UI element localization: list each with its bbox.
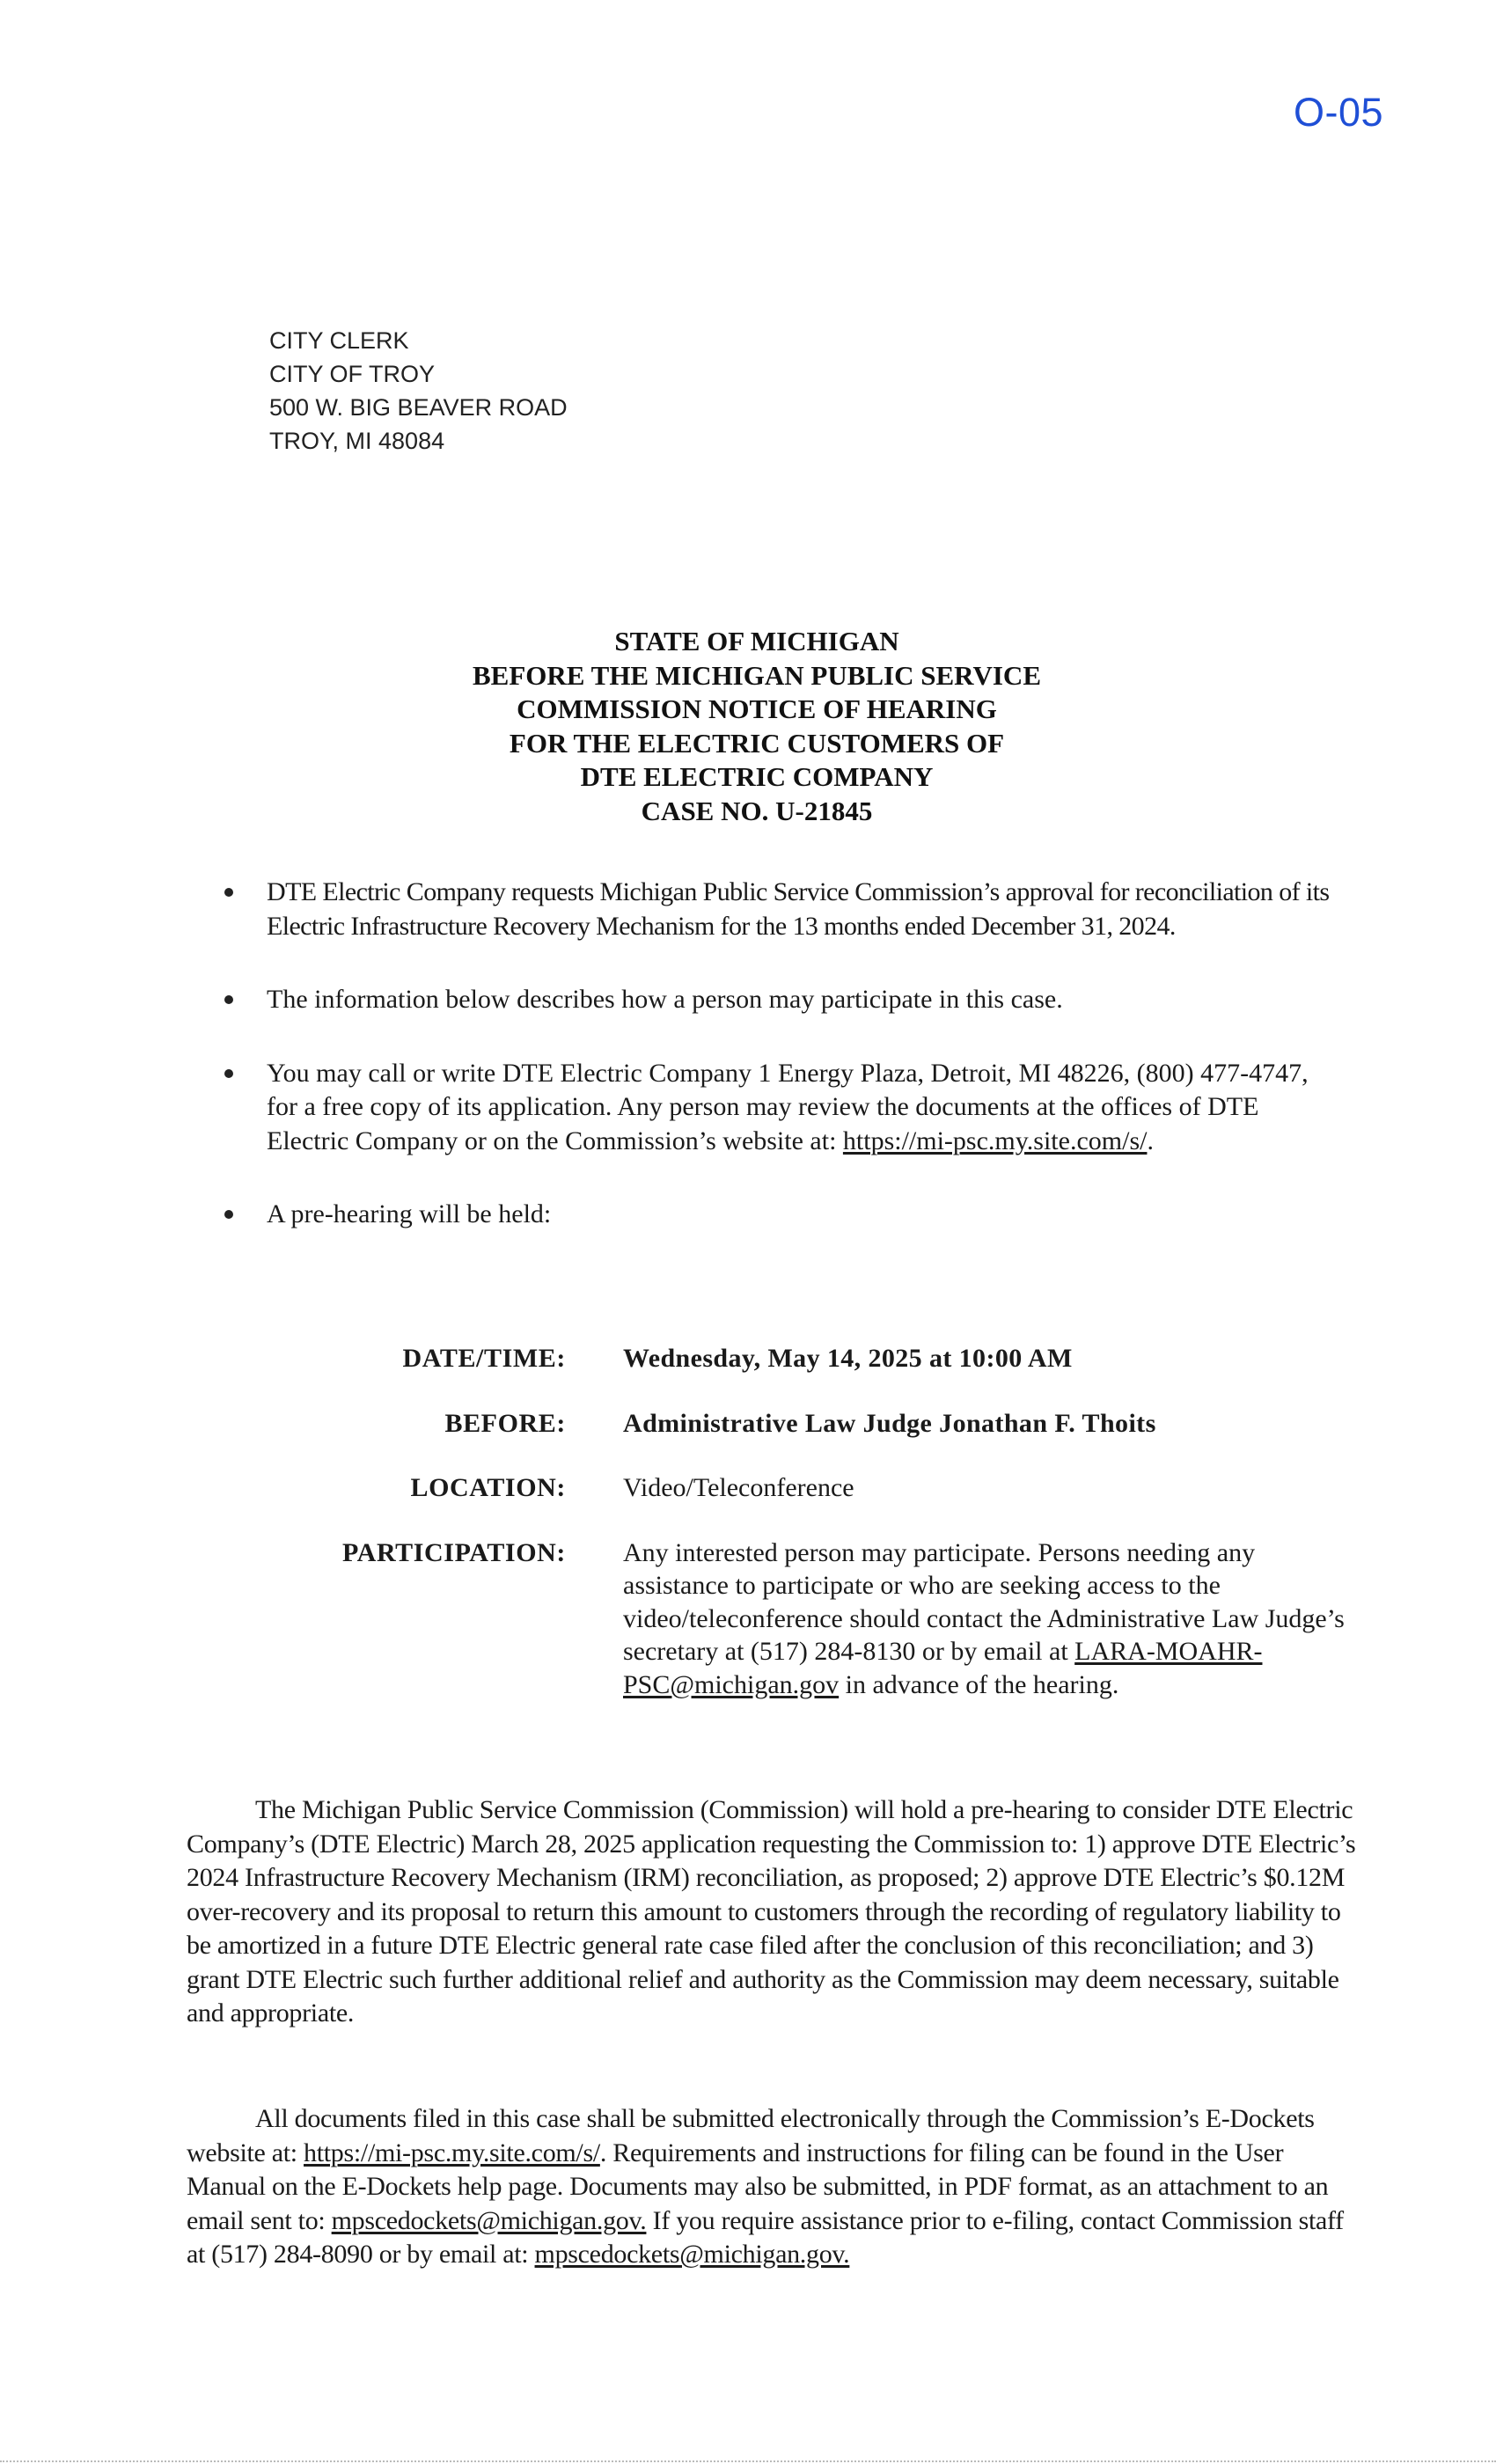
hearing-row-location — [0, 1471, 1496, 1505]
page-identifier: O-05 — [1293, 90, 1383, 135]
page-bottom-divider — [0, 2460, 1496, 2462]
hearing-details — [0, 1342, 1496, 1733]
filing-text: . Requirements and instructions for filing can be found in the User Manual on the E-Dockets help page. Documents may also be submitted, in PDF format, as an attachment to an email sent to: — [187, 2138, 1329, 2235]
bullet-text: DTE Electric Company requests Michigan Public Service Commission’s approval for reconciliation of its Electric Infrastructure Recovery Mechanism for the 13 months ended December 31, 2024. — [267, 877, 1330, 941]
datetime-value: Wednesday, May 14, 2025 at 10:00 AM — [623, 1344, 1073, 1373]
filing-text: All documents filed in this case shall be submitted electronically through the Commission’s E-Dockets website at: — [187, 2104, 1315, 2167]
heading-line: DTE ELECTRIC COMPANY — [580, 761, 934, 792]
bullet-request — [224, 876, 1342, 943]
bullet-text-end: . — [1147, 1126, 1154, 1155]
bullet-icon — [224, 1210, 233, 1219]
case-number: CASE NO. U-21845 — [641, 795, 873, 826]
participation-value — [623, 1536, 1345, 1702]
datetime-label: DATE/TIME: — [402, 1344, 566, 1373]
participation-text-end: in advance of the hearing. — [839, 1669, 1119, 1699]
bullet-icon — [224, 888, 233, 897]
notice-heading — [0, 625, 1496, 828]
heading-line: BEFORE THE MICHIGAN PUBLIC SERVICE — [472, 659, 1041, 691]
heading-line: FOR THE ELECTRIC CUSTOMERS OF — [509, 727, 1005, 759]
bullet-contact — [224, 1057, 1342, 1159]
paragraph-filing-instructions — [187, 2102, 1357, 2272]
staff-email-link[interactable]: mpscedockets@michigan.gov. — [534, 2240, 850, 2269]
hearing-row-before — [0, 1407, 1496, 1441]
before-value: Administrative Law Judge Jonathan F. Thoits — [623, 1408, 1156, 1438]
bullet-prehearing — [224, 1198, 1342, 1232]
address-line: CITY CLERK — [269, 327, 409, 354]
heading-line: COMMISSION NOTICE OF HEARING — [517, 693, 997, 724]
bullet-icon — [224, 995, 233, 1004]
address-line: CITY OF TROY — [269, 361, 436, 387]
commission-website-link[interactable]: https://mi-psc.my.site.com/s/ — [842, 1126, 1148, 1155]
hearing-row-participation — [0, 1536, 1496, 1702]
bullet-text: A pre-hearing will be held: — [267, 1199, 552, 1228]
edockets-email-link[interactable]: mpscedockets@michigan.gov. — [331, 2205, 647, 2235]
address-line: TROY, MI 48084 — [269, 428, 445, 454]
alj-email-link[interactable]: LARA-MOAHR-PSC@michigan.gov — [623, 1637, 1263, 1699]
bullet-text: The information below describes how a person may participate in this case. — [267, 985, 1063, 1014]
bullet-text: You may call or write DTE Electric Company 1 Energy Plaza, Detroit, MI 48226, (800) 477-4747, for a free copy of its application. Any person may review the documents at the offices of DTE Electric Company or on the Commission’s website at: — [267, 1058, 1309, 1155]
paragraph-application-summary: The Michigan Public Service Commission (Commission) will hold a pre-hearing to consider DTE Electric Company’s (DTE Electric) March 28, 2025 application requesting the Commission to: 1) approve DTE Electric’s 2024 Infrastructure Recovery Mechanism (IRM) reconciliation, as proposed; 2) approve DTE Electric’s $0.12M over-recovery and its proposal to return this amount to customers through the recording of regulatory liability to be amortized in a future DTE Electric general rate case filed after the conclusion of this reconciliation; and 3) grant DTE Electric such further additional relief and authority as the Commission may deem necessary, suitable and appropriate. — [187, 1795, 1356, 2028]
recipient-address — [269, 324, 568, 458]
edockets-website-link[interactable]: https://mi-psc.my.site.com/s/ — [304, 2138, 600, 2167]
address-line: 500 W. BIG BEAVER ROAD — [269, 394, 568, 421]
bullet-participation-info — [224, 983, 1342, 1017]
heading-line: STATE OF MICHIGAN — [614, 626, 899, 656]
filing-text: If you require assistance prior to e-filing, contact Commission staff at (517) 284-8090 or by email at: — [187, 2205, 1344, 2269]
notice-bullet-list — [224, 876, 1342, 1232]
participation-label: PARTICIPATION: — [341, 1537, 566, 1567]
participation-text: Any interested person may participate. Persons needing any assistance to participate or who are seeking access to the video/teleconference should contact the Administrative Law Judge’s secretary at (517) 284-8130 or by email at — [623, 1537, 1345, 1666]
bullet-icon — [224, 1069, 233, 1078]
hearing-row-datetime — [0, 1342, 1496, 1375]
before-label: BEFORE: — [444, 1408, 566, 1438]
location-label: LOCATION: — [410, 1473, 566, 1502]
location-value: Video/Teleconference — [623, 1473, 854, 1502]
